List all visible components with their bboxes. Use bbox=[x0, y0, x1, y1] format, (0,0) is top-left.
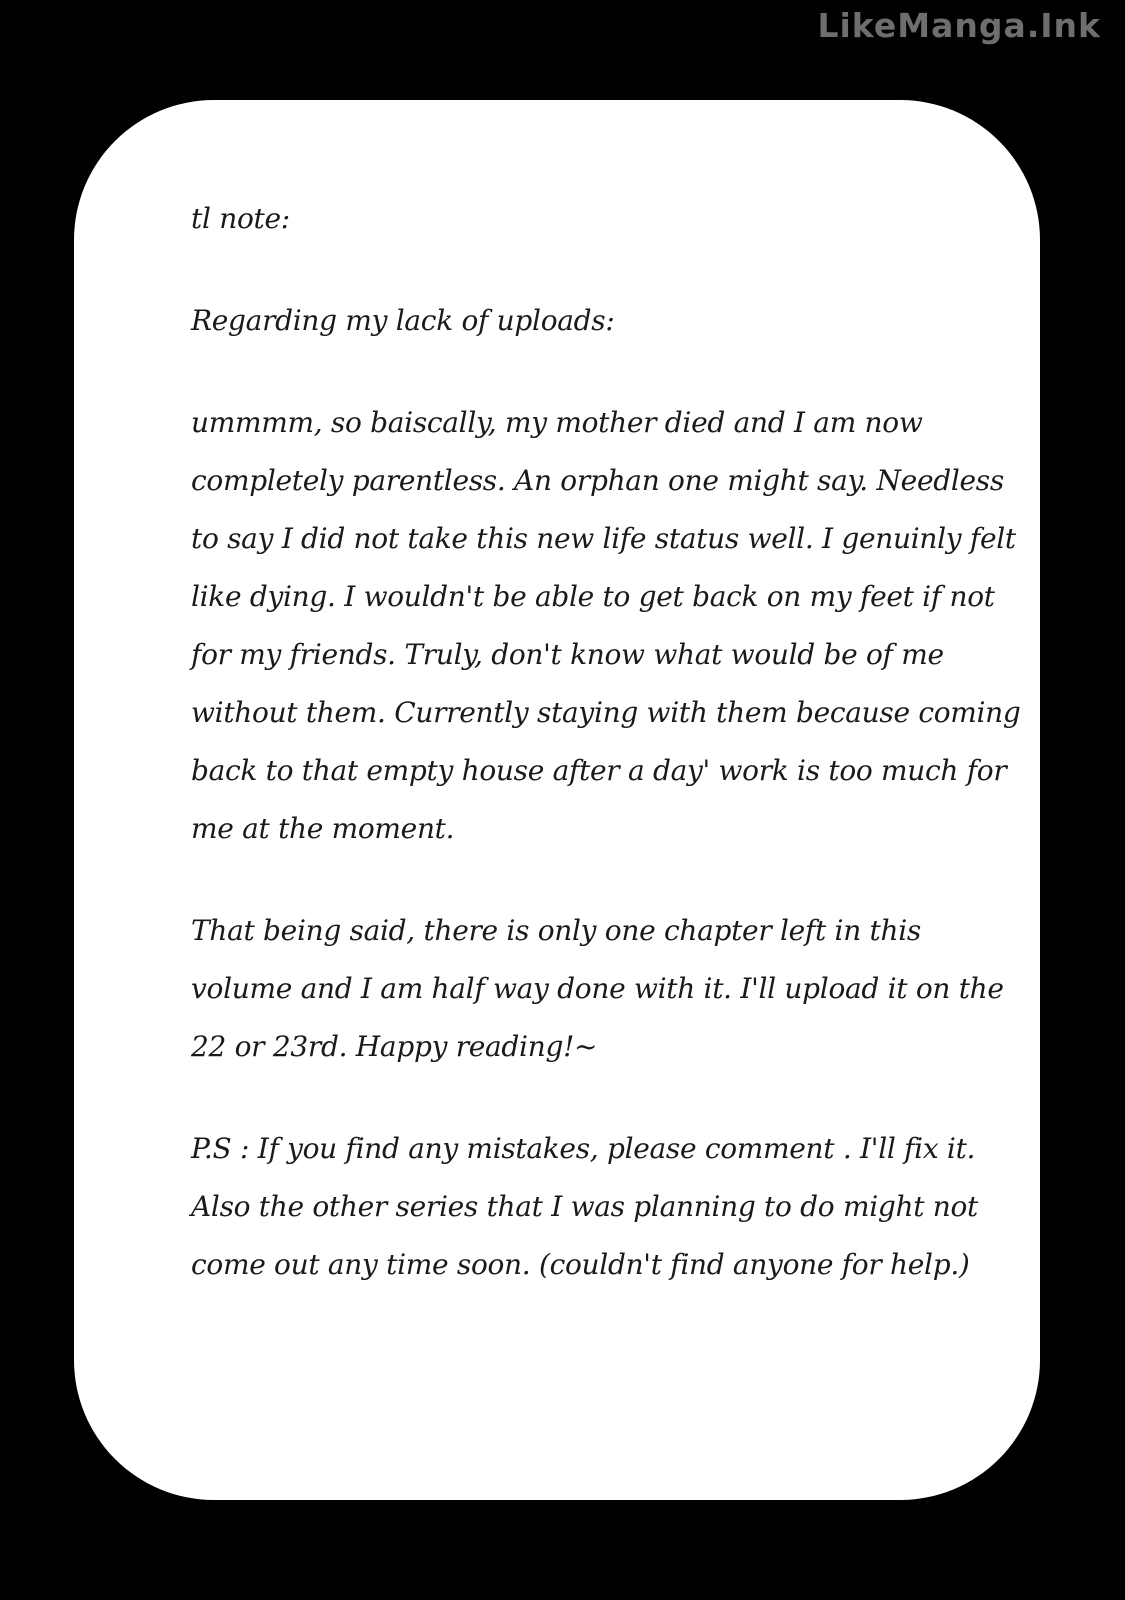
note-heading: tl note: bbox=[191, 202, 290, 235]
note-paragraph-1: ummmm, so baiscally, my mother died and I am now completely parentless. An orphan one might say. Needless to say I did not take this new life status well. I genuinly felt like dying. I wouldn't be able to get back on my feet if not for my friends. Truly, don't know what would be of me without them. Currently staying with them because coming back to that empty house after a day' work is too much for me at the moment. bbox=[191, 406, 1021, 845]
note-text bbox=[191, 190, 1021, 1294]
note-card bbox=[74, 100, 1040, 1500]
note-subheading: Regarding my lack of uploads: bbox=[191, 304, 615, 337]
watermark-logo: LikeManga.Ink bbox=[817, 6, 1101, 45]
note-paragraph-2: That being said, there is only one chapter left in this volume and I am half way done with it. I'll upload it on the 22 or 23rd. Happy reading!~ bbox=[191, 914, 1004, 1063]
note-paragraph-3: P.S : If you find any mistakes, please comment . I'll fix it. Also the other series that I was planning to do might not come out any time soon. (couldn't find anyone for help.) bbox=[191, 1132, 978, 1281]
